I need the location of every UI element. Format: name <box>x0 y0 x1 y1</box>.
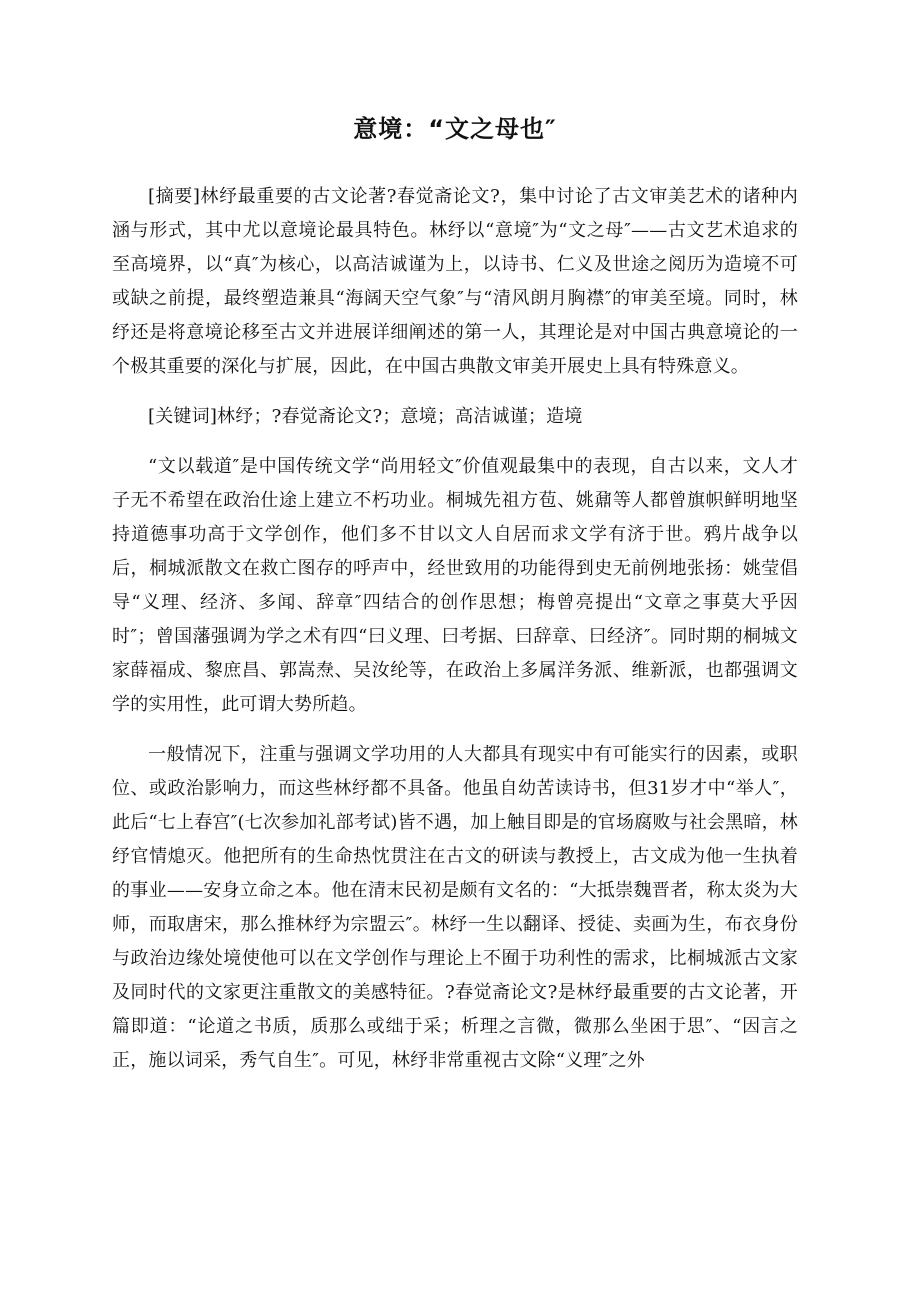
body-paragraph-2: 一般情况下，注重与强调文学功用的人大都具有现实中有可能实行的因素，或职位、或政治影响力，而这些林纾都不具备。他虽自幼苦读诗书，但31岁才中“举人″，此后“七上春宫″(七次参加礼部考试)皆不遇，加上触目即是的官场腐败与社会黑暗，林纾官情熄灭。他把所有的生命热忱贯注在古文的研读与教授上，古文成为他一生执着的事业——安身立命之本。他在清末民初是颇有文名的：“大抵崇魏晋者，称太炎为大师，而取唐宋，那么推林纾为宗盟云″。林纾一生以翻译、授徒、卖画为生，布衣身份与政治边缘处境使他可以在文学创作与理论上不囿于功利性的需求，比桐城派古文家及同时代的文家更注重散文的美感特征。?春觉斋论文?是林纾最重要的古文论著，开篇即道：“论道之书质，质那么或绌于采；析理之言微，微那么坐困于思″、“因言之正，施以词采，秀气自生″。可见，林纾非常重视古文除“义理″之外 <box>112 744 798 1071</box>
page-title: 意境：“文之母也″ <box>353 115 557 143</box>
body-paragraph-1: “文以载道″是中国传统文学“尚用轻文″价值观最集中的表现，自古以来，文人才子无不希望在政治仕途上建立不朽功业。桐城先祖方苞、姚鼐等人都曾旗帜鲜明地坚持道德事功高于文学创作，他们多不甘以文人自居而求文学有济于世。鸦片战争以后，桐城派散文在救亡图存的呼声中，经世致用的功能得到史无前例地张扬：姚莹倡导“义理、经济、多闻、辞章″四结合的创作思想；梅曾亮提出“文章之事莫大乎因时″；曾国藩强调为学之术有四“曰义理、曰考据、曰辞章、曰经济″。同时期的桐城文家薛福成、黎庶昌、郭嵩焘、吴汝纶等，在政治上多属洋务派、维新派，也都强调文学的实用性，此可谓大势所趋。 <box>112 456 798 715</box>
abstract-paragraph: [摘要]林纾最重要的古文论著?春觉斋论文?，集中讨论了古文审美艺术的诸种内涵与形式，其中尤以意境论最具特色。林纾以“意境″为“文之母″——古文艺术追求的至高境界，以“真″为核心，以高洁诚谨为上，以诗书、仁义及世途之阅历为造境不可或缺之前提，最终塑造兼具“海阔天空气象″与“清风朗月胸襟″的审美至境。同时，林纾还是将意境论移至古文并进展详细阐述的第一人，其理论是对中国古典意境论的一个极其重要的深化与扩展，因此，在中国古典散文审美开展史上具有特殊意义。 <box>112 186 798 377</box>
keywords-paragraph: [关键词]林纾；?春觉斋论文?；意境；高洁诚谨；造境 <box>148 406 583 427</box>
document-page <box>112 0 798 1078</box>
